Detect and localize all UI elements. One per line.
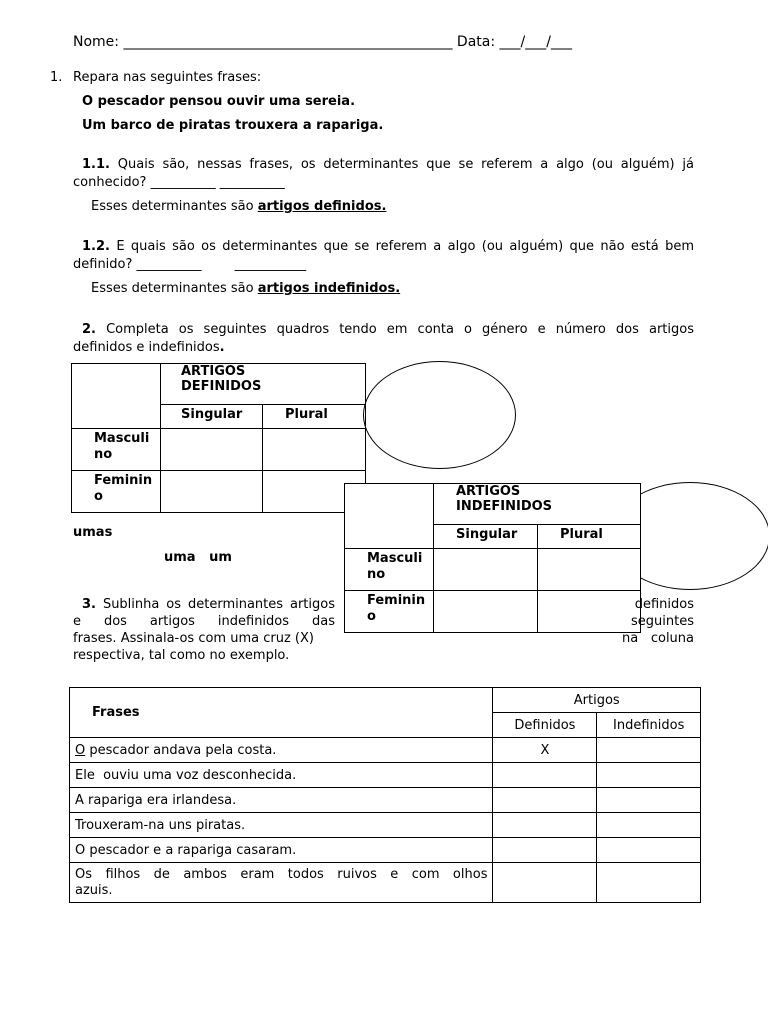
q2-text: Completa os seguintes quadros tendo em conta o género e número dos artigos xyxy=(106,322,694,337)
table-def-corner xyxy=(72,364,161,429)
q1-1-number: 1.1. xyxy=(82,157,110,172)
table-indef-row-masculino-1: Masculi xyxy=(367,551,423,566)
q1-1-answer-term: artigos definidos. xyxy=(257,199,387,214)
q3-left-line-2: e dos artigos indefinidos das xyxy=(73,614,335,629)
frase-6-indefinidos-cell[interactable] xyxy=(597,863,701,903)
table-indef-row-masculino-2: no xyxy=(367,567,386,582)
q3-left-line-1 xyxy=(73,597,335,612)
table-def-row-masculino xyxy=(72,429,161,471)
table-indef-col-singular: Singular xyxy=(434,525,538,549)
table-row xyxy=(70,863,701,903)
table-def-col-singular: Singular xyxy=(161,405,263,429)
table-def-cell-fem-singular[interactable] xyxy=(161,471,263,513)
q1-2-line-1 xyxy=(73,239,694,254)
q1-2-text: E quais são os determinantes que se referem a algo (ou alguém) que não está bem xyxy=(116,239,694,254)
name-label: Nome: xyxy=(73,34,120,50)
table-row xyxy=(70,738,701,763)
table-def-heading xyxy=(161,364,366,405)
frase-example-article: O xyxy=(75,742,86,758)
q2-period: . xyxy=(219,340,225,355)
q1-2-answer-prefix: Esses determinantes são xyxy=(91,281,254,296)
q1-1-answer xyxy=(91,199,386,214)
table-indef-row-feminino-2: o xyxy=(367,609,376,624)
table-indef-cell-masc-singular[interactable] xyxy=(434,549,538,591)
table-def-row-feminino-2: o xyxy=(94,489,103,504)
frase-4: Trouxeram-na uns piratas. xyxy=(70,813,493,838)
q1-2-answer-term: artigos indefinidos. xyxy=(257,281,401,296)
q1-1-line-1 xyxy=(73,157,694,172)
q3-right-line-3: na coluna xyxy=(622,631,694,646)
q1-2-number: 1.2. xyxy=(82,239,110,254)
table-def-row-masculino-1: Masculi xyxy=(94,431,150,446)
frase-6 xyxy=(70,863,493,903)
q3-number: 3. xyxy=(82,597,96,612)
table-artigos-definidos xyxy=(71,363,366,513)
q1-2-line-2: definido? __________ ___________ xyxy=(73,257,307,272)
table-indef-cell-fem-singular[interactable] xyxy=(434,591,538,633)
table-row xyxy=(70,838,701,863)
date-blank: ___/___/___ xyxy=(499,34,572,50)
table-def-row-feminino xyxy=(72,471,161,513)
loose-word-umas: umas xyxy=(73,525,113,540)
q1-1-answer-prefix: Esses determinantes são xyxy=(91,199,254,214)
q1-1-line-2: conhecido? __________ __________ xyxy=(73,175,285,190)
q3-text-1: Sublinha os determinantes artigos xyxy=(102,597,335,612)
q1-1-text: Quais são, nessas frases, os determinantes que se referem a algo (ou alguém) já xyxy=(117,157,694,172)
frase-5-definidos-cell[interactable] xyxy=(493,838,597,863)
definidos-header: Definidos xyxy=(493,713,597,738)
frase-4-definidos-cell[interactable] xyxy=(493,813,597,838)
frase-3: A rapariga era irlandesa. xyxy=(70,788,493,813)
table-indef-corner xyxy=(345,484,434,549)
table-indef-row-feminino-1: Feminin xyxy=(367,593,426,608)
q2-line-1 xyxy=(73,322,694,337)
frase-example xyxy=(70,738,493,763)
table-row xyxy=(70,813,701,838)
q2-text-2: definidos e indefinidos xyxy=(73,340,220,355)
q2-line-2 xyxy=(73,340,225,355)
frase-2-definidos-cell[interactable] xyxy=(493,763,597,788)
q3-right-line-2: seguintes xyxy=(631,614,694,629)
loose-words-uma-um: uma um xyxy=(164,550,232,565)
table-indef-row-feminino xyxy=(345,591,434,633)
table-def-row-feminino-1: Feminin xyxy=(94,473,153,488)
q3-left-line-3: frases. Assinala-os com uma cruz (X) xyxy=(73,631,314,646)
table-indef-heading xyxy=(434,484,641,525)
table-indef-cell-masc-plural[interactable] xyxy=(538,549,641,591)
table-indef-row-masculino xyxy=(345,549,434,591)
q2-number: 2. xyxy=(82,322,96,337)
frases-header: Frases xyxy=(70,688,493,738)
example-indefinidos-cell xyxy=(597,738,701,763)
table-indef-heading-1: ARTIGOS xyxy=(456,484,521,499)
frase-5: O pescador e a rapariga casaram. xyxy=(70,838,493,863)
table-def-row-masculino-2: no xyxy=(94,447,113,462)
table-artigos-indefinidos xyxy=(344,483,641,633)
table-row xyxy=(70,788,701,813)
q1-prompt: Repara nas seguintes frases: xyxy=(73,70,262,85)
frase-2: Ele ouviu uma voz desconhecida. xyxy=(70,763,493,788)
table-def-col-plural: Plural xyxy=(263,405,366,429)
frase-5-indefinidos-cell[interactable] xyxy=(597,838,701,863)
answer-ellipse-definidos xyxy=(363,361,516,469)
artigos-header: Artigos xyxy=(493,688,701,713)
example-definidos-mark: X xyxy=(493,738,597,763)
table-def-heading-2: DEFINIDOS xyxy=(181,379,262,394)
table-indef-col-plural: Plural xyxy=(538,525,641,549)
frase-6-line-1: Os filhos de ambos eram todos ruivos e com olhos xyxy=(75,866,488,882)
date-label: Data: xyxy=(456,34,496,50)
frase-3-indefinidos-cell[interactable] xyxy=(597,788,701,813)
frase-6-definidos-cell[interactable] xyxy=(493,863,597,903)
frase-6-line-2: azuis. xyxy=(75,882,113,898)
q1-sentence-2: Um barco de piratas trouxera a rapariga. xyxy=(82,118,384,133)
table-def-heading-1: ARTIGOS xyxy=(181,364,246,379)
q1-2-answer xyxy=(91,281,400,296)
table-indef-heading-2: INDEFINIDOS xyxy=(456,499,553,514)
frases-table xyxy=(69,687,701,903)
table-row xyxy=(70,763,701,788)
frase-4-indefinidos-cell[interactable] xyxy=(597,813,701,838)
q3-left-line-4: respectiva, tal como no exemplo. xyxy=(73,648,290,663)
frase-3-definidos-cell[interactable] xyxy=(493,788,597,813)
indefinidos-header: Indefinidos xyxy=(597,713,701,738)
table-def-cell-masc-plural[interactable] xyxy=(263,429,366,471)
name-blank: _______________________________________________ xyxy=(123,34,453,50)
q1-number: 1. xyxy=(50,70,63,85)
name-date-line xyxy=(73,34,572,50)
frase-example-rest: pescador andava pela costa. xyxy=(85,742,277,758)
table-def-cell-masc-singular[interactable] xyxy=(161,429,263,471)
q1-sentence-1: O pescador pensou ouvir uma sereia. xyxy=(82,94,356,109)
q3-right-line-1: definidos xyxy=(634,597,694,612)
frase-2-indefinidos-cell[interactable] xyxy=(597,763,701,788)
